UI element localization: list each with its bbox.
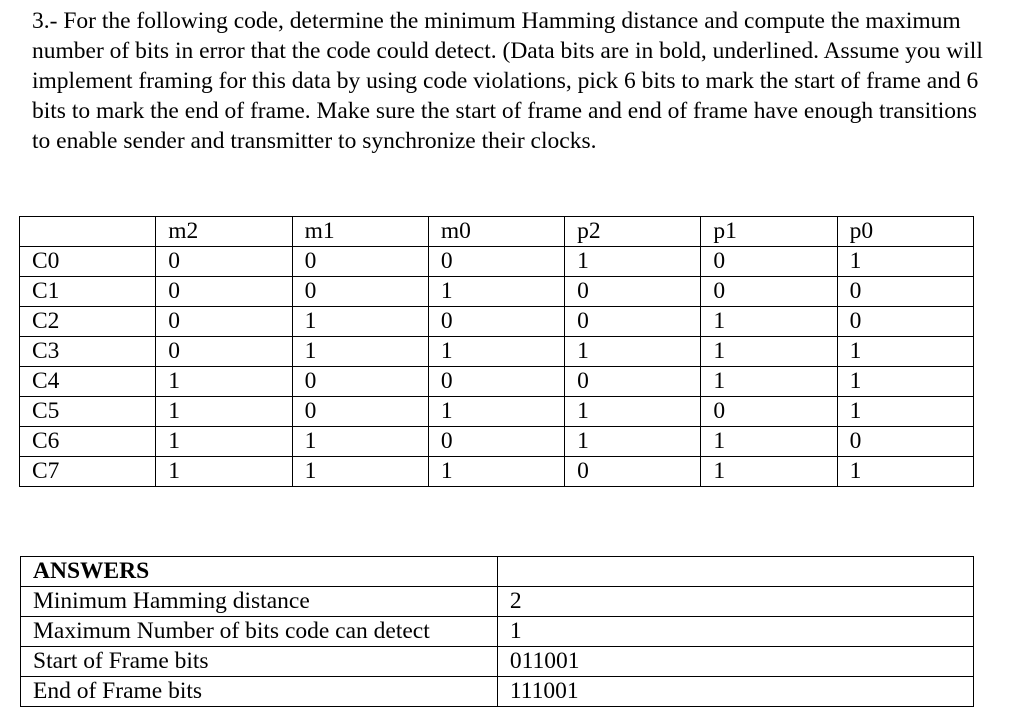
header-cell-m2: m2 bbox=[156, 217, 292, 247]
bit-cell: 1 bbox=[837, 247, 973, 277]
question-text: 3.- For the following code, determine the minimum Hamming distance and compute the maximum number of bits in error that the code could detect. (Data bits are in bold, underlined. Assume you will implement framing for this data by using code violations, pick 6 bits to mark the start of frame and 6 bits to mark the end of frame. Make sure the start of frame and end of frame have enough transitions to enable sender and transmitter to synchronize their clocks. bbox=[32, 8, 983, 154]
codeword-label: C4 bbox=[20, 367, 156, 397]
bit-cell: 0 bbox=[428, 427, 564, 457]
bit-cell: 0 bbox=[156, 337, 292, 367]
bit-cell: 0 bbox=[701, 277, 837, 307]
table-row bbox=[20, 427, 974, 457]
header-cell-p2: p2 bbox=[565, 217, 701, 247]
answer-value: 111001 bbox=[497, 677, 973, 707]
table-row bbox=[20, 457, 974, 487]
bit-cell: 0 bbox=[428, 247, 564, 277]
bit-cell: 0 bbox=[837, 277, 973, 307]
bit-cell: 0 bbox=[565, 367, 701, 397]
bit-cell: 1 bbox=[565, 397, 701, 427]
bit-cell: 1 bbox=[701, 307, 837, 337]
bit-cell: 1 bbox=[428, 337, 564, 367]
code-table bbox=[19, 216, 974, 487]
bit-cell: 1 bbox=[428, 457, 564, 487]
header-cell-m1: m1 bbox=[292, 217, 428, 247]
bit-cell: 1 bbox=[156, 397, 292, 427]
bit-cell: 0 bbox=[156, 307, 292, 337]
answer-value: 2 bbox=[497, 587, 973, 617]
bit-cell: 1 bbox=[292, 427, 428, 457]
answers-row bbox=[21, 617, 974, 647]
table-row bbox=[20, 367, 974, 397]
bit-cell: 1 bbox=[837, 457, 973, 487]
bit-cell: 1 bbox=[565, 247, 701, 277]
answer-value: 1 bbox=[497, 617, 973, 647]
table-row bbox=[20, 277, 974, 307]
bit-cell: 0 bbox=[565, 307, 701, 337]
codeword-label: C2 bbox=[20, 307, 156, 337]
bit-cell: 1 bbox=[156, 367, 292, 397]
answers-heading: ANSWERS bbox=[21, 557, 498, 587]
bit-cell: 0 bbox=[292, 277, 428, 307]
bit-cell: 0 bbox=[292, 367, 428, 397]
answers-row bbox=[21, 587, 974, 617]
codeword-label: C1 bbox=[20, 277, 156, 307]
answers-heading-blank bbox=[497, 557, 973, 587]
header-cell-p0: p0 bbox=[837, 217, 973, 247]
bit-cell: 0 bbox=[428, 367, 564, 397]
codeword-label: C5 bbox=[20, 397, 156, 427]
bit-cell: 1 bbox=[701, 427, 837, 457]
bit-cell: 0 bbox=[837, 427, 973, 457]
codeword-label: C3 bbox=[20, 337, 156, 367]
answers-table bbox=[20, 556, 974, 707]
bit-cell: 0 bbox=[428, 307, 564, 337]
bit-cell: 1 bbox=[428, 397, 564, 427]
bit-cell: 1 bbox=[292, 457, 428, 487]
bit-cell: 0 bbox=[565, 277, 701, 307]
table-row bbox=[20, 397, 974, 427]
header-cell-empty bbox=[20, 217, 156, 247]
codeword-label: C7 bbox=[20, 457, 156, 487]
bit-cell: 1 bbox=[156, 457, 292, 487]
bit-cell: 1 bbox=[701, 337, 837, 367]
code-table-header-row bbox=[20, 217, 974, 247]
header-cell-p1: p1 bbox=[701, 217, 837, 247]
table-row bbox=[20, 247, 974, 277]
bit-cell: 1 bbox=[292, 337, 428, 367]
answers-table-body bbox=[21, 557, 974, 707]
bit-cell: 1 bbox=[701, 457, 837, 487]
bit-cell: 1 bbox=[565, 337, 701, 367]
bit-cell: 1 bbox=[428, 277, 564, 307]
bit-cell: 1 bbox=[701, 367, 837, 397]
answer-label: End of Frame bits bbox=[21, 677, 498, 707]
bit-cell: 0 bbox=[156, 247, 292, 277]
bit-cell: 1 bbox=[565, 427, 701, 457]
bit-cell: 0 bbox=[701, 247, 837, 277]
answers-row bbox=[21, 647, 974, 677]
bit-cell: 0 bbox=[565, 457, 701, 487]
code-table-body bbox=[20, 217, 974, 487]
bit-cell: 0 bbox=[292, 397, 428, 427]
answers-row bbox=[21, 677, 974, 707]
answer-label: Minimum Hamming distance bbox=[21, 587, 498, 617]
table-row bbox=[20, 307, 974, 337]
bit-cell: 1 bbox=[837, 337, 973, 367]
table-row bbox=[20, 337, 974, 367]
answers-heading-row bbox=[21, 557, 974, 587]
bit-cell: 0 bbox=[701, 397, 837, 427]
bit-cell: 1 bbox=[156, 427, 292, 457]
bit-cell: 1 bbox=[292, 307, 428, 337]
answer-label: Start of Frame bits bbox=[21, 647, 498, 677]
answer-label: Maximum Number of bits code can detect bbox=[21, 617, 498, 647]
bit-cell: 0 bbox=[292, 247, 428, 277]
bit-cell: 0 bbox=[837, 307, 973, 337]
bit-cell: 1 bbox=[837, 397, 973, 427]
codeword-label: C0 bbox=[20, 247, 156, 277]
answer-value: 011001 bbox=[497, 647, 973, 677]
bit-cell: 0 bbox=[156, 277, 292, 307]
bit-cell: 1 bbox=[837, 367, 973, 397]
header-cell-m0: m0 bbox=[428, 217, 564, 247]
codeword-label: C6 bbox=[20, 427, 156, 457]
